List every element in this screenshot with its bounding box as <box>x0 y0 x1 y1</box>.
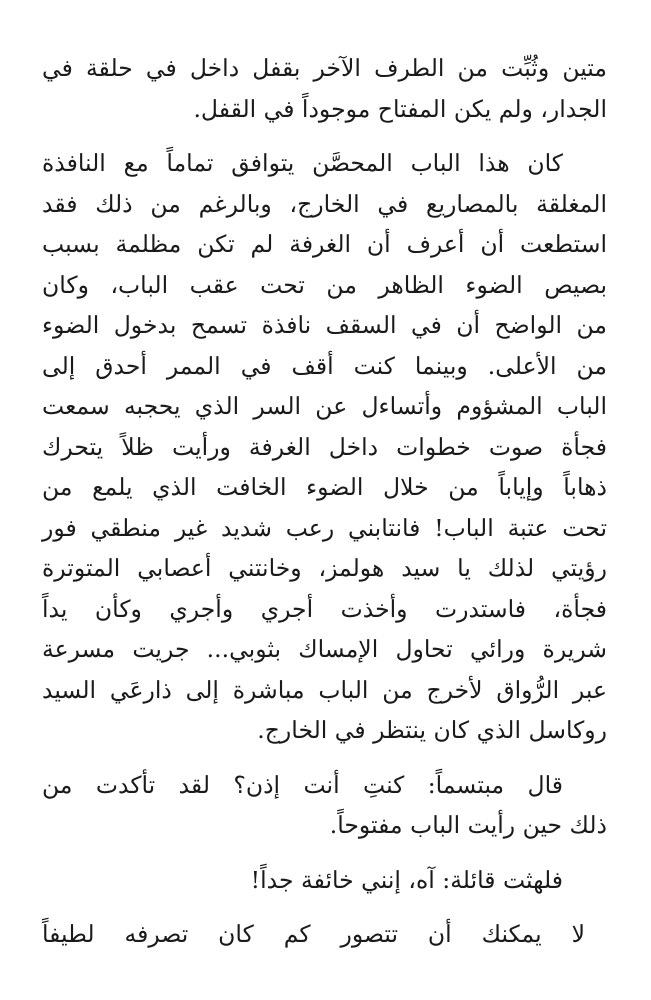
text-line: تحت عتبة الباب! فانتابني رعب شديد غير منطقي فور <box>42 513 607 542</box>
text-line: استطعت أن أعرف أن الغرفة لم تكن مظلمة بسبب <box>42 230 607 258</box>
paragraph-3 <box>42 765 607 846</box>
text-line: المغلقة بالمصاريع في الخارج، وبالرغم من ذلك فقد <box>42 189 607 218</box>
text-line: ذهاباً وإياباً من خلال الضوء الخافت الذي يلمع من <box>42 473 607 501</box>
text-line: رؤيتي لذلك يا سيد هولمز، وخانتني أعصابي المتوترة <box>42 554 607 582</box>
text-line: الباب المشؤوم وأتساءل عن السر الذي يحجبه سمعت <box>42 392 607 420</box>
text-line: فلهثت قائلة: آه، إنني خائفة جداً! <box>250 865 563 894</box>
text-line: فجأة، فاستدرت وأخذت أجري وأجري وكأن يداً <box>42 594 607 623</box>
text-line: قال مبتسماً: كنتِ أنت إذن؟ لقد تأكدت من <box>42 770 563 799</box>
text-line: الجدار، ولم يكن المفتاح موجوداً في القفل. <box>193 94 607 123</box>
paragraph-5 <box>42 914 607 955</box>
text-line: روكاسل الذي كان ينتظر في الخارج. <box>257 716 607 744</box>
text-line: من الواضح أن في السقف نافذة تسمح بدخول الضوء <box>42 311 607 339</box>
text-line: كان هذا الباب المحصَّن يتوافق تماماً مع النافذة <box>42 149 563 177</box>
paragraph-4 <box>42 860 607 901</box>
text-line: متين وثُبِّت من الطرف الآخر بقفل داخل في حلقة في <box>42 54 607 82</box>
text-line: من الأعلى. وبينما كنت أقف في الممر أحدق إلى <box>42 351 607 380</box>
text-line: شريرة ورائي تحاول الإمساك بثوبي... جريت مسرعة <box>42 635 607 663</box>
text-line: فجأة صوت خطوات داخل الغرفة ورأيت ظلاً يتحرك <box>42 432 607 461</box>
text-line: عبر الرُّواق لأخرج من الباب مباشرة إلى ذارعَي السيد <box>42 675 607 704</box>
text-line: لا يمكنك أن تتصور كم كان تصرفه لطيفاً <box>42 920 585 948</box>
paragraph-2 <box>42 143 607 751</box>
page-body <box>42 48 607 955</box>
paragraph-1 <box>42 48 607 129</box>
text-line: بصيص الضوء الظاهر من تحت عقب الباب، وكان <box>42 270 607 299</box>
text-line: ذلك حين رأيت الباب مفتوحاً. <box>329 811 607 839</box>
